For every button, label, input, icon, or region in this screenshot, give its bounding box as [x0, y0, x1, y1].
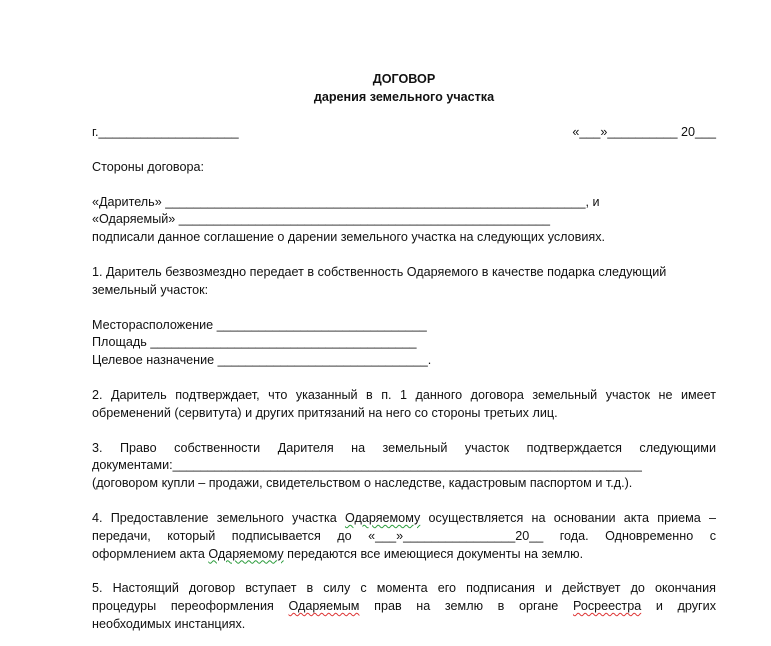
clause-4-text-d: передаются все имеющиеся документы на землю. [283, 546, 584, 561]
parties-heading: Стороны договора: [92, 159, 204, 174]
clause-5-line-3: необходимых инстанциях. [92, 616, 246, 631]
clause-4-text-c: оформлением акта [92, 546, 209, 561]
clause-3-line-2: документами:___________________________________________________________________ [92, 458, 642, 473]
area-line: Площадь ______________________________________ [92, 335, 417, 350]
clause-1-line-1: 1. Даритель безвозмездно передает в собственность Одаряемого в качестве подарка следующий [92, 264, 667, 279]
clause-5-text-b: прав на землю в органе [359, 599, 573, 614]
clause-4-line-3 [92, 546, 716, 564]
clause-5-text-c: и других [641, 599, 716, 614]
contract-page [92, 70, 716, 634]
clause-3-line-3: (договором купли – продажи, свидетельством о наследстве, кадастровым паспортом и т.д.). [92, 476, 633, 491]
signed-line: подписали данное соглашение о дарении земельного участка на следующих условиях. [92, 230, 605, 245]
clause-2-line-1: 2. Даритель подтверждает, что указанный в п. 1 данного договора земельный участок не имеет [92, 387, 716, 402]
city-field: г.____________________ [92, 125, 239, 139]
clause-4-text-b: осуществляется на основании акта приема – [420, 510, 716, 525]
clause-4-word-donee-2: Одаряемому [208, 546, 284, 561]
date-field: «___»__________ 20___ [572, 125, 716, 139]
location-line: Месторасположение ______________________________ [92, 317, 427, 332]
clause-5-line-1: 5. Настоящий договор вступает в силу с момента его подписания и действует до окончания [92, 581, 716, 596]
clause-4-line-2: передачи, который подписывается до «___»________________20__ года. Одновременно с [92, 528, 716, 543]
clause-1-line-2: земельный участок: [92, 282, 209, 297]
purpose-line: Целевое назначение ______________________________. [92, 353, 432, 368]
clause-4-line-1 [92, 510, 716, 528]
clause-5-word-rosreestr: Росреестра [572, 599, 642, 614]
donor-line: «Даритель» ____________________________________________________________, и [92, 194, 600, 209]
clause-3-line-1: 3. Право собственности Дарителя на земельный участок подтверждается следующими [92, 440, 716, 455]
clause-5-word-donee: Одаряемым [288, 599, 360, 614]
document-title: ДОГОВОР [372, 72, 436, 86]
donee-line: «Одаряемый» _____________________________________________________ [92, 212, 551, 227]
clause-5-text-a: процедуры переоформления [92, 599, 289, 614]
city-date-row [92, 124, 716, 142]
clause-4-word-donee: Одаряемому [344, 510, 421, 525]
document-subtitle: дарения земельного участка [313, 90, 495, 104]
clause-4-text-a: 4. Предоставление земельного участка [92, 510, 345, 525]
clause-5-line-2 [92, 598, 716, 616]
clause-2-line-2: обременений (сервитута) и других притязаний на него со стороны третьих лиц. [92, 405, 558, 420]
